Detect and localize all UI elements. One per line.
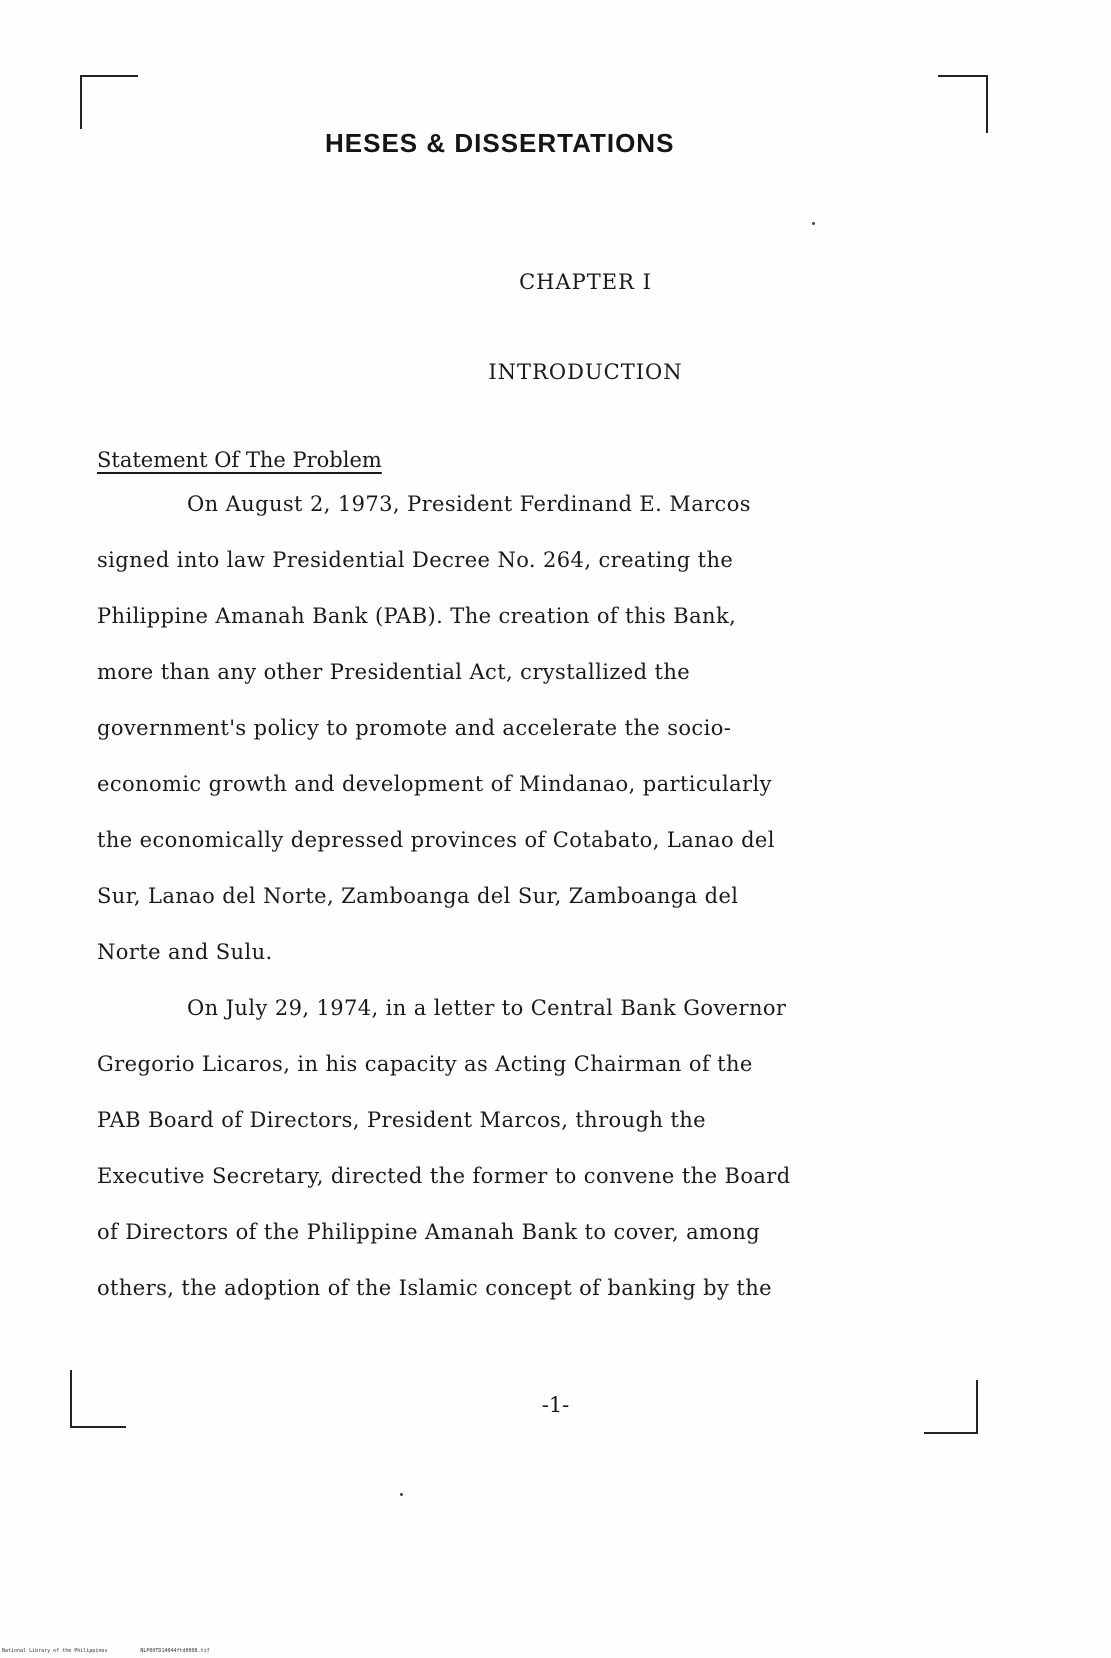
- body-line: more than any other Presidential Act, crystallized the: [97, 660, 691, 684]
- footer-library: National Library of the Philippines: [2, 1648, 108, 1654]
- body-line: others, the adoption of the Islamic concept of banking by the: [97, 1276, 772, 1300]
- crop-mark-top-left: [80, 75, 138, 129]
- body-line: On July 29, 1974, in a letter to Central Bank Governor: [187, 996, 787, 1020]
- body-line: of Directors of the Philippine Amanah Bank to cover, among: [97, 1220, 761, 1244]
- scan-footer: [2, 1648, 210, 1654]
- chapter-number: CHAPTER I: [519, 270, 652, 294]
- body-line: signed into law Presidential Decree No. 264, creating the: [97, 548, 734, 572]
- scan-speck: [400, 1493, 403, 1496]
- scan-speck: [812, 222, 815, 225]
- body-line: government's policy to promote and accelerate the socio-: [97, 716, 732, 740]
- footer-file: NLP00TD14044ftd0008.tif: [140, 1648, 210, 1654]
- body-line: Norte and Sulu.: [97, 940, 273, 964]
- body-line: PAB Board of Directors, President Marcos, through the: [97, 1108, 706, 1132]
- body-line: On August 2, 1973, President Ferdinand E. Marcos: [187, 492, 751, 516]
- page-number: -1-: [541, 1393, 570, 1417]
- body-line: the economically depressed provinces of Cotabato, Lanao del: [97, 828, 775, 852]
- body-line: Sur, Lanao del Norte, Zamboanga del Sur, Zamboanga del: [97, 884, 739, 908]
- crop-mark-top-right: [938, 75, 988, 133]
- body-line: Executive Secretary, directed the former to convene the Board: [97, 1164, 791, 1188]
- section-heading: Statement Of The Problem: [97, 448, 382, 472]
- body-line: economic growth and development of Mindanao, particularly: [97, 772, 772, 796]
- body-line: Philippine Amanah Bank (PAB). The creation of this Bank,: [97, 604, 737, 628]
- chapter-title: INTRODUCTION: [488, 360, 683, 384]
- theses-stamp: HESES & DISSERTATIONS: [325, 128, 675, 158]
- body-line: Gregorio Licaros, in his capacity as Acting Chairman of the: [97, 1052, 753, 1076]
